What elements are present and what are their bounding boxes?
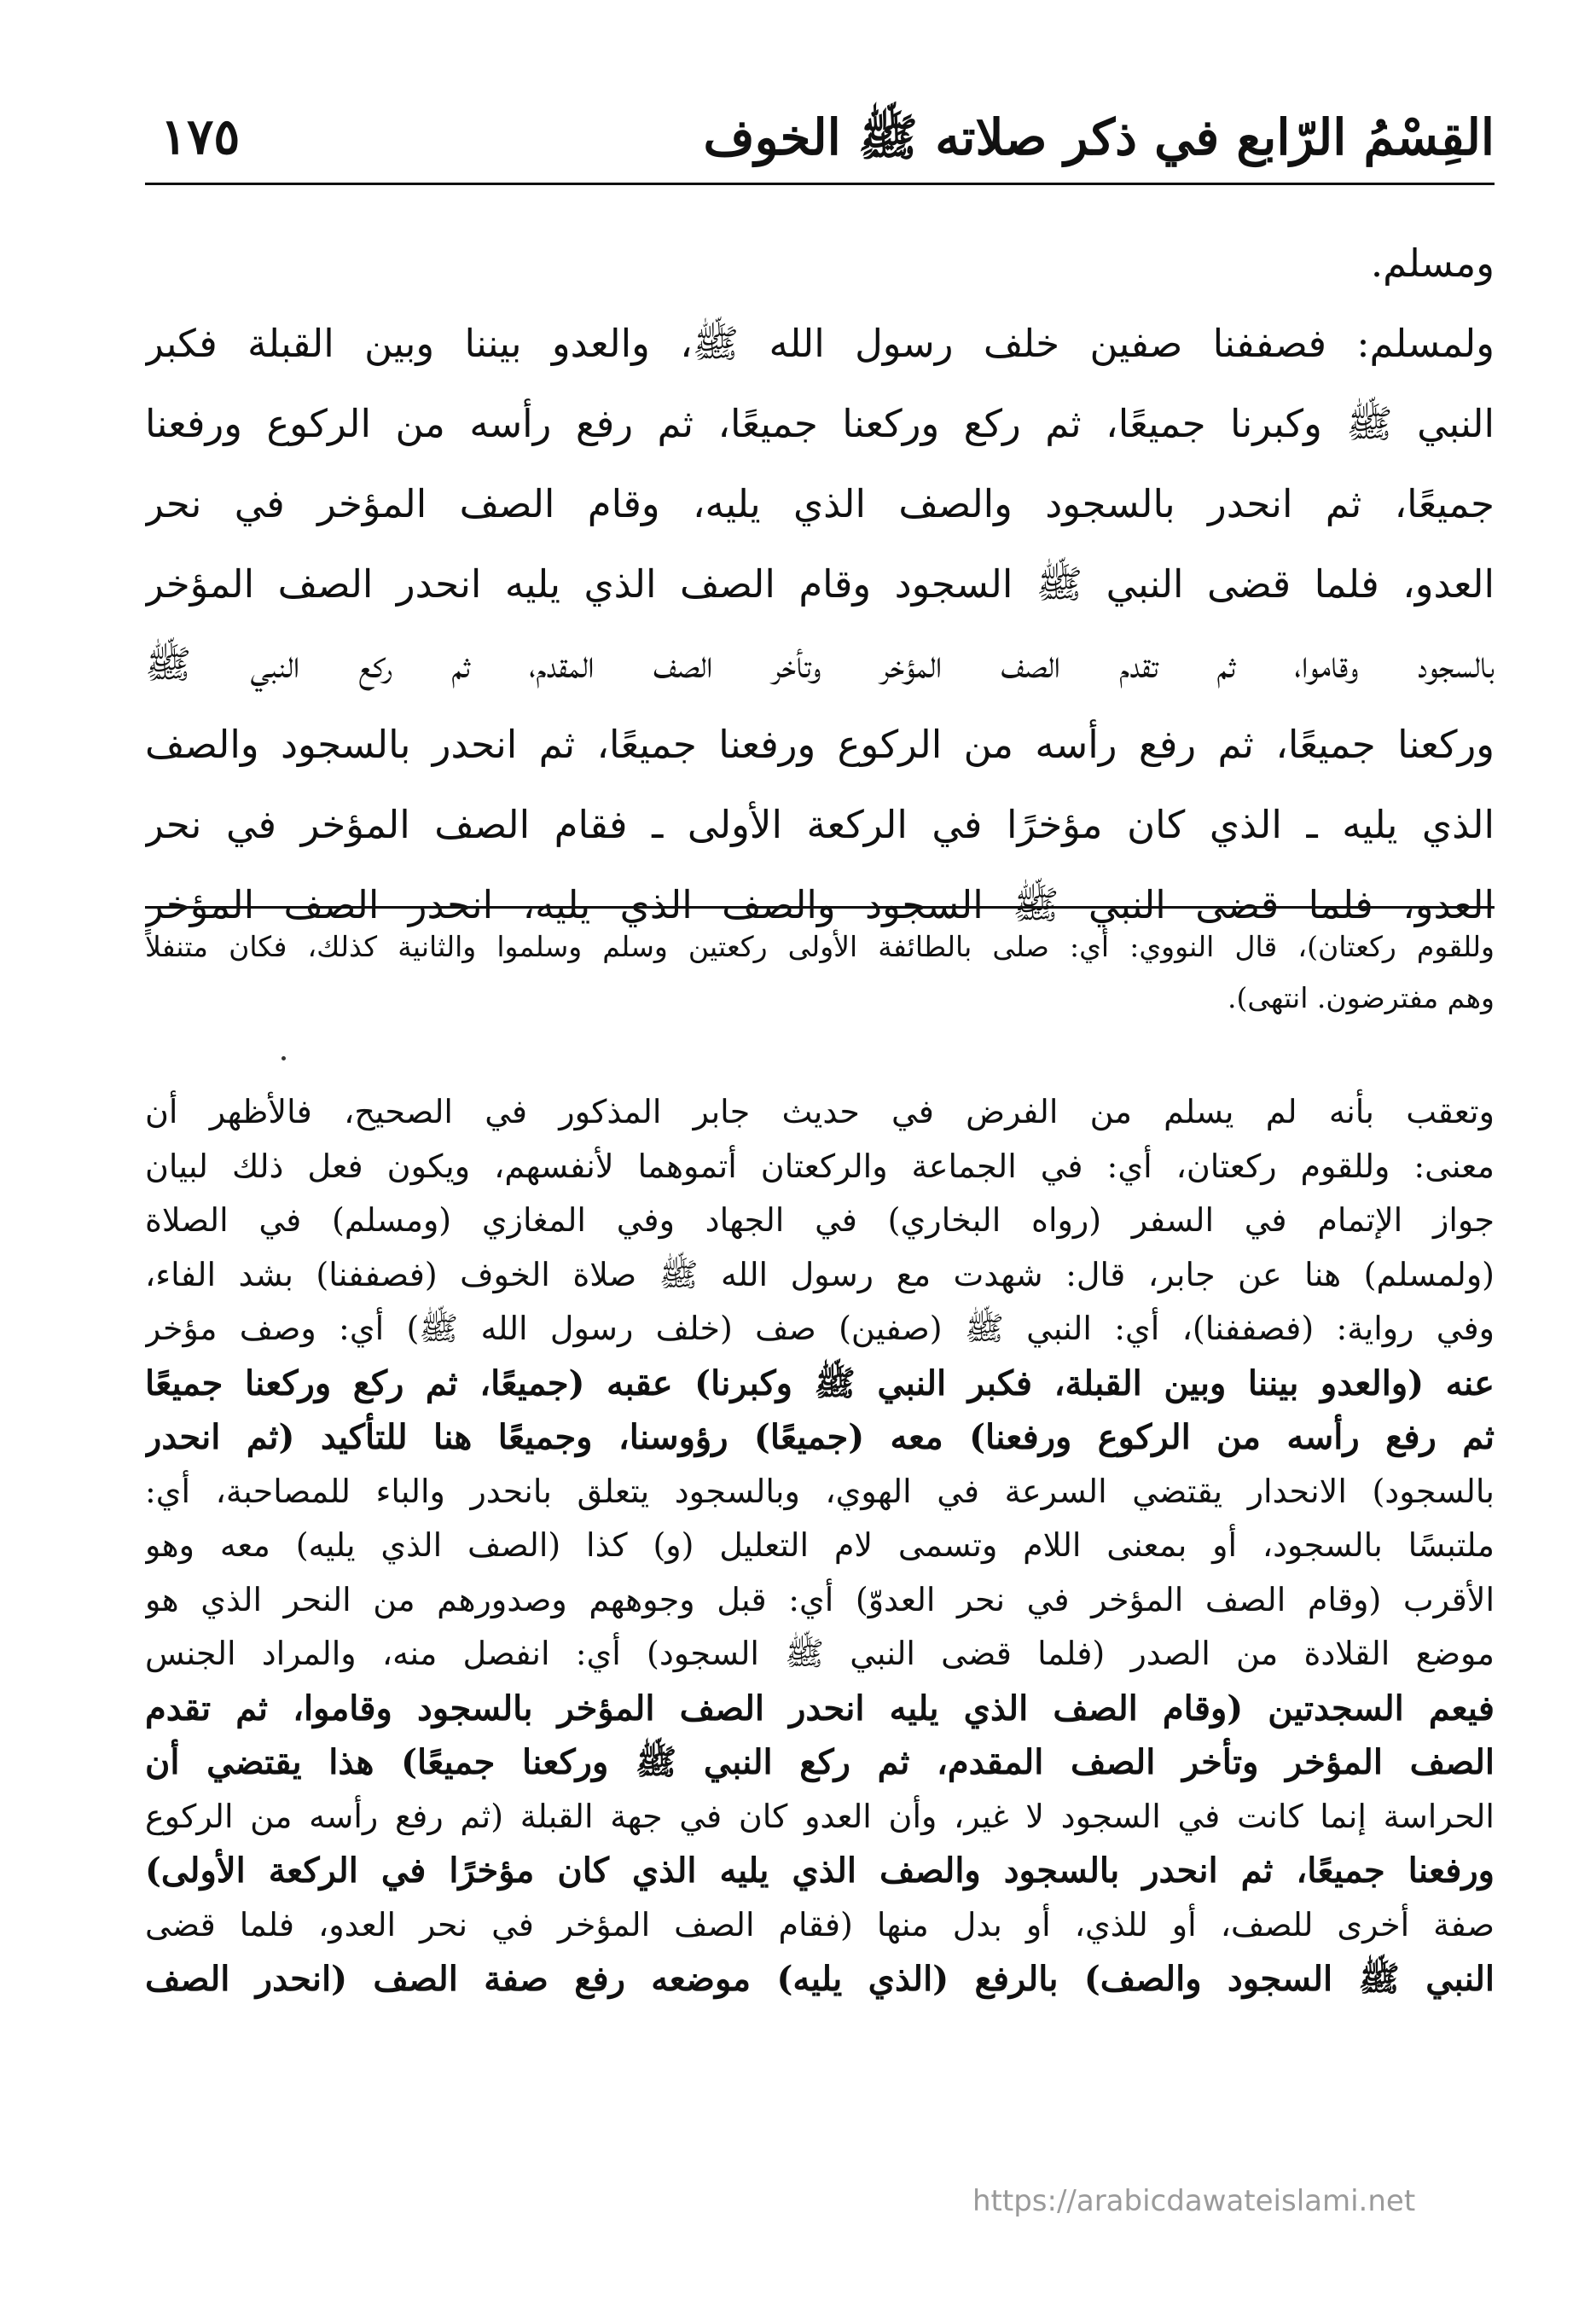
hadith-text [145,224,1495,945]
commentary-line: الأقرب (وقام الصف المؤخر في نحر العدوّ) أي: قبل وجوههم وصدورهم من النحر الذي هو [145,1580,1495,1618]
commentary-line: جواز الإتمام في السفر (رواه البخاري) في الجهاد وفي المغازي (ومسلم) في الصلاة [145,1201,1495,1239]
text-line: جميعًا، ثم انحدر بالسجود والصف الذي يليه، وقام الصف المؤخر في نحر [145,481,1495,526]
commentary-line: (ولمسلم) هنا عن جابر، قال: شهدت مع رسول الله ﷺ صلاة الخوف (فصففنا) بشد الفاء، [145,1255,1495,1293]
commentary-line: الحراسة إنما كانت في السجود لا غير، وأن العدو كان في جهة القبلة (ثم رفع رأسه من الركوع [145,1797,1495,1835]
page-number: ١٧٥ [160,107,241,166]
print-speck [282,1056,286,1060]
footnote-line: وهم مفترضون. انتهى). [1227,981,1495,1014]
commentary-line: صفة أخرى للصف، أو للذي، أو بدل منها (فقام الصف المؤخر في نحر العدو، فلما قضى [145,1905,1495,1943]
commentary-text [145,1085,1495,2007]
commentary-line: فيعم السجدتين (وقام الصف الذي يليه انحدر الصف المؤخر بالسجود وقاموا، ثم تقدم [145,1688,1495,1728]
text-line: الذي يليه ـ الذي كان مؤخرًا في الركعة الأولى ـ فقام الصف المؤخر في نحر [145,802,1495,847]
commentary-line: عنه (والعدو بيننا وبين القبلة، فكبر النبي ﷺ وكبرنا) عقبه (جميعًا، ثم ركع وركعنا جميعًا [145,1362,1495,1403]
page-header [145,101,1495,185]
text-line: بالسجود وقاموا، ثم تقدم الصف المؤخر وتأخر الصف المقدم، ثم ركع النبي ﷺ [145,642,1495,687]
text-line: العدو، فلما قضى النبي ﷺ السجود وقام الصف الذي يليه انحدر الصف المؤخر [145,561,1495,607]
text-line: ولمسلم: فصففنا صفين خلف رسول الله ﷺ، والعدو بيننا وبين القبلة فكبر [145,321,1495,366]
commentary-line: ورفعنا جميعًا، ثم انحدر بالسجود والصف الذي يليه الذي كان مؤخرًا في الركعة الأولى) [145,1850,1495,1891]
book-page [145,0,1495,2324]
commentary-line: الصف المؤخر وتأخر الصف المقدم، ثم ركع النبي ﷺ وركعنا جميعًا) هذا يقتضي أن [145,1742,1495,1782]
watermark-url: https://arabicdawateislami.net [972,2184,1416,2218]
text-line: العدو، فلما قضى النبي ﷺ السجود والصف الذي يليه، انحدر الصف المؤخر [145,882,1495,927]
text-line: النبي ﷺ وكبرنا جميعًا، ثم ركع وركعنا جميعًا، ثم رفع رأسه من الركوع ورفعنا [145,401,1495,446]
commentary-line: بالسجود) الانحدار يقتضي السرعة في الهوي، وبالسجود يتعلق بانحدر والباء للمصاحبة، أي: [145,1472,1495,1510]
footnote-separator [145,906,1495,909]
footnote-block [145,921,1495,1024]
text-line: وركعنا جميعًا، ثم رفع رأسه من الركوع ورفعنا جميعًا، ثم انحدر بالسجود والصف [145,722,1495,767]
commentary-line: ملتبسًا بالسجود، أو بمعنى اللام وتسمى لام التعليل (و) كذا (الصف الذي يليه) معه وهو [145,1526,1495,1564]
commentary-line: موضع القلادة من الصدر (فلما قضى النبي ﷺ السجود) أي: انفصل منه، والمراد الجنس [145,1635,1495,1672]
commentary-line: وفي رواية: (فصففنا)، أي: النبي ﷺ (صفين) صف (خلف رسول الله ﷺ) أي: وصف مؤخر [145,1310,1495,1347]
commentary-line: معنى: وللقوم ركعتان، أي: في الجماعة والركعتان أتموهما لأنفسهم، ويكون فعل ذلك لبيان [145,1147,1495,1185]
commentary-line: النبي ﷺ السجود والصف) بالرفع (الذي يليه) موضعه رفع صفة الصف (انحدر الصف [145,1959,1495,1999]
chapter-title: القِسْمُ الرّابع في ذكر صلاته ﷺ الخوف [703,108,1495,166]
footnote-line: وللقوم ركعتان)، قال النووي: أي: صلى بالطائفة الأولى ركعتين وسلم وسلموا والثانية كذلك، فكان متنفلاً [145,930,1495,963]
commentary-line: ثم رفع رأسه من الركوع ورفعنا) معه (جميعًا) رؤوسنا، وجميعًا هنا للتأكيد (ثم انحدر [145,1417,1495,1457]
commentary-line: وتعقب بأنه لم يسلم من الفرض في حديث جابر المذكور في الصحيح، فالأظهر أن [145,1093,1495,1130]
text-line: ومسلم. [1370,241,1495,286]
